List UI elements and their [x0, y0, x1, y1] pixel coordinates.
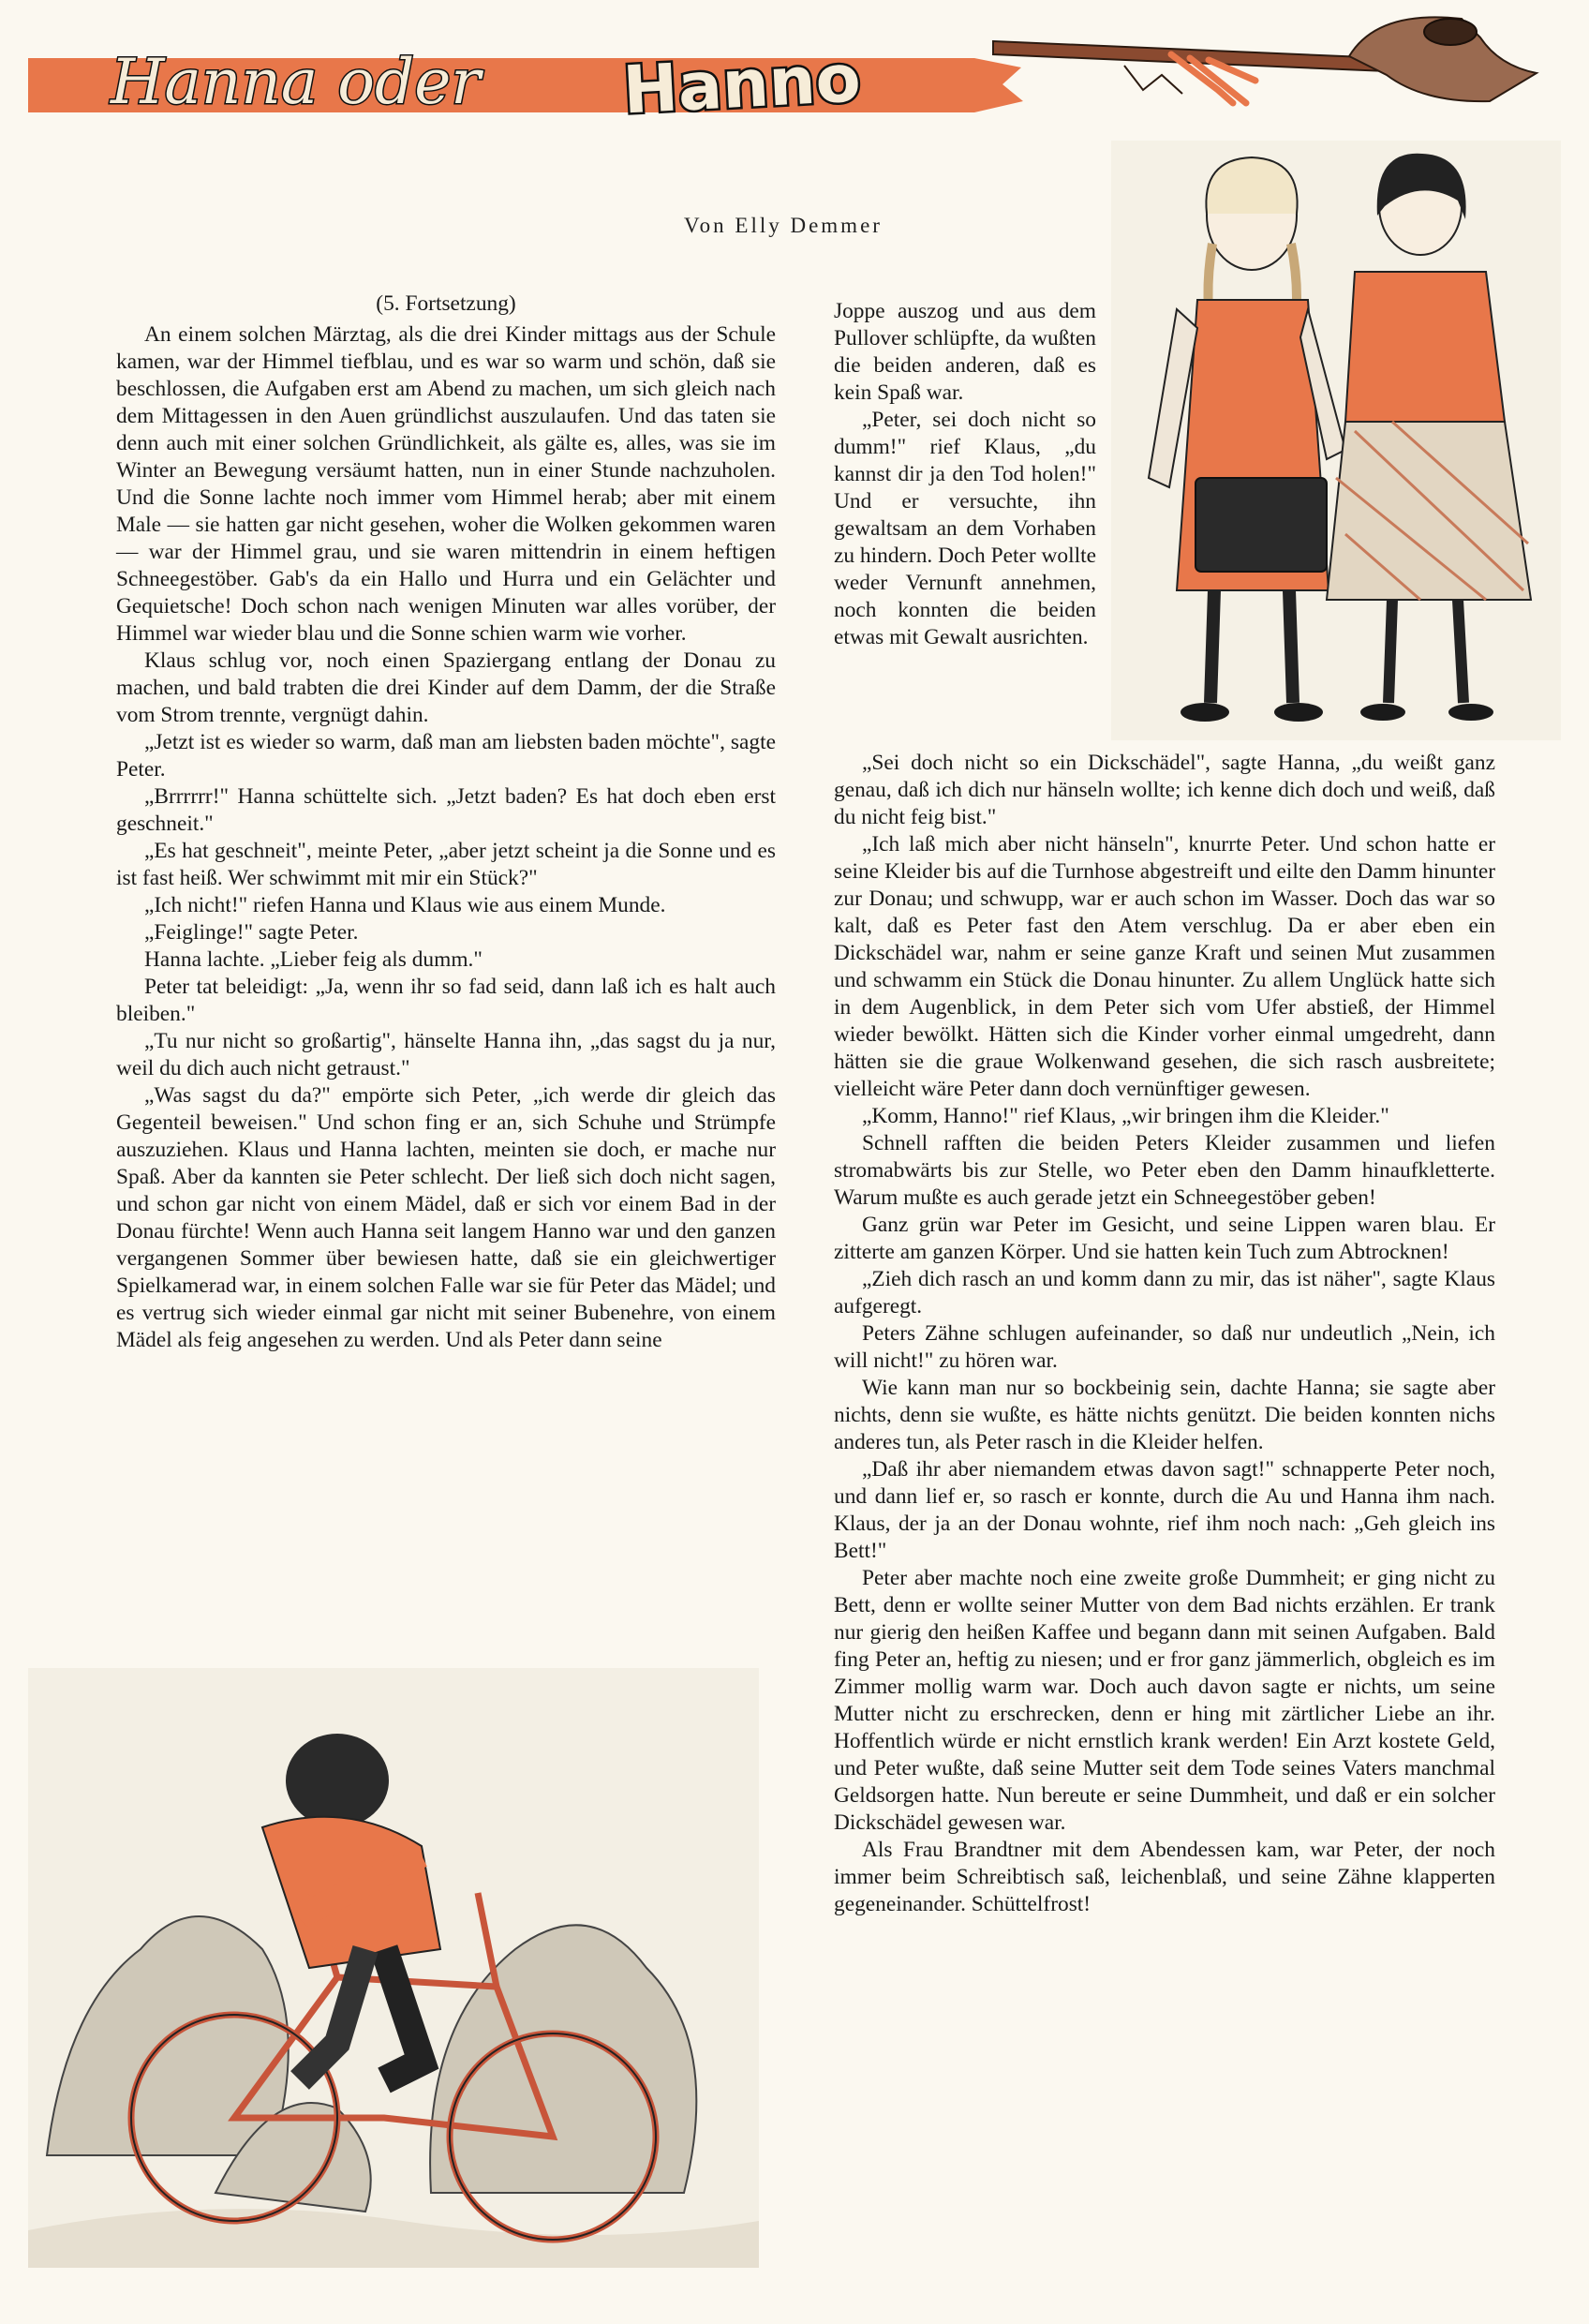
paragraph: „Feiglinge!" sagte Peter.: [144, 920, 359, 945]
paragraph: „Sei doch nicht so ein Dickschädel", sagte Hanna, „du weißt ganz genau, daß ich dich nur hänseln wollte; ich kenne dich doch und weiß, daß du nicht feig bist.": [834, 751, 1495, 829]
installment-note: (5. Fortsetzung): [376, 291, 516, 316]
paragraph: „Zieh dich rasch an und komm dann zu mir, das ist näher", sagte Klaus aufgeregt.: [834, 1267, 1495, 1318]
paragraph: Als Frau Brandtner mit dem Abendessen kam, war Peter, der noch immer beim Schreibtisch saß, leichenblaß, und seine Zähne klapperten gegeneinander. Schüttelfrost!: [834, 1838, 1495, 1916]
banner-ribbon-tail: [974, 58, 1023, 112]
article-right-narrow-column: [834, 298, 1096, 651]
paragraph: Wie kann man nur so bockbeinig sein, dachte Hanna; sie sagte aber nichts, denn sie wußte, es hätte nichts genützt. Die beiden konnten nichs anderes tun, als Peter rasch in die Kleider helfen.: [834, 1376, 1495, 1454]
paragraph: „Es hat geschneit", meinte Peter, „aber jetzt scheint ja die Sonne und es ist fast heiß. Wer schwimmt mit mir ein Stück?": [116, 839, 776, 890]
paragraph: Klaus schlug vor, noch einen Spaziergang entlang der Donau zu machen, und bald trabten die drei Kinder auf dem Damm, der die Straße vom Strom trennte, vergnügt dahin.: [116, 648, 776, 727]
title-script: Hanna oder: [111, 46, 481, 118]
title-bold: Hanno: [621, 39, 863, 129]
paragraph: „Komm, Hanno!" rief Klaus, „wir bringen ihm die Kleider.": [862, 1104, 1389, 1128]
paragraph: Peters Zähne schlugen aufeinander, so daß nur undeutlich „Nein, ich will nicht!" zu hören war.: [834, 1321, 1495, 1373]
paragraph: Ganz grün war Peter im Gesicht, und seine Lippen waren blau. Er zitterte am ganzen Körper. Und sie hatten kein Tuch zum Abtrocknen!: [834, 1213, 1495, 1264]
paragraph: „Ich nicht!" riefen Hanna und Klaus wie aus einem Munde.: [144, 893, 666, 917]
paragraph: Schnell rafften die beiden Peters Kleider zusammen und liefen stromabwärts bis zur Stelle, wo Peter eben den Damm hinaufkletterte. Warum mußte es auch gerade jetzt ein Schneegestöber geben!: [834, 1131, 1495, 1210]
paragraph: „Was sagst du da?" empörte sich Peter, „ich werde dir gleich das Gegenteil beweisen." Und schon fing er an, sich Schuhe und Strümpfe auszuziehen. Klaus und Hanna lachten, meinten sie doch, er mache nur Spaß. Aber da kannten sie Peter schlecht. Der ließ sich doch nicht sagen, und schon gar nicht von einem Mädel, daß er sich vor einem Bad in der Donau fürchte! Wenn auch Hanna seit langem Hanno war und den ganzen vergangenen Sommer über bewiesen hatte, daß sie ein gleichwertiger Spielkamerad war, in einem solchen Falle war sie für Peter das Mädel; und es vertrug sich wieder einmal gar nicht mit seiner Bubenehre, von einem Mädel als feig angesehen zu werden. Und als Peter dann seine: [116, 1083, 776, 1352]
article-right-wide-column: [834, 750, 1495, 1918]
paragraph: „Jetzt ist es wieder so warm, daß man am liebsten baden möchte", sagte Peter.: [116, 730, 776, 782]
paragraph: „Tu nur nicht so großartig", hänselte Hanna ihn, „das sagst du ja nur, weil du dich auch nicht getraust.": [116, 1029, 776, 1080]
paragraph: Hanna lachte. „Lieber feig als dumm.": [144, 947, 483, 972]
paragraph: „Peter, sei doch nicht so dumm!" rief Klaus, „du kannst dir ja den Tod holen!" Und er versuchte, ihn gewaltsam an dem Vorhaben zu hindern. Doch Peter wollte weder Vernunft annehmen, noch konnten die beiden etwas mit Gewalt ausrichten.: [834, 408, 1096, 649]
paragraph: An einem solchen Märztag, als die drei Kinder mittags aus der Schule kamen, war der Himmel tiefblau, und es war so warm und schön, daß sie beschlossen, die Aufgaben erst am Abend zu machen, um sich gleich nach dem Mittagessen in den Auen gründlichst auszulaufen. Und das taten sie denn auch mit einer solchen Gründlichkeit, als gälte es, alles, was sie im Winter an Bewegung versäumt hatten, nun in einer Stunde nachzuholen. Und die Sonne lachte noch immer vom Himmel herab; aber mit einem Male — sie hatten gar nicht gesehen, woher die Wolken gekommen waren — war der Himmel grau, und sie waren mittendrin in einem heftigen Schneegestöber. Gab's da ein Hallo und Hurra und ein Gelächter und Gequietsche! Doch schon nach wenigen Minuten war alles vorüber, der Himmel war wieder blau und die Sonne schien warm wie vorher.: [116, 322, 776, 646]
paragraph: Peter tat beleidigt: „Ja, wenn ihr so fad seid, dann laß ich es halt auch bleiben.": [116, 975, 776, 1026]
title-banner: [0, 0, 1589, 150]
paragraph: Joppe auszog und aus dem Pullover schlüpfte, da wußten die beiden anderen, daß es kein Spaß war.: [834, 299, 1096, 405]
byline: Von Elly Demmer: [684, 214, 883, 237]
paragraph: „Brrrrrr!" Hanna schüttelte sich. „Jetzt baden? Es hat doch eben erst geschneit.": [116, 784, 776, 836]
paragraph: Peter aber machte noch eine zweite große Dummheit; er ging nicht zu Bett, denn er wollte seiner Mutter von dem Bad nichts erzählen. Er trank nur gierig den heißen Kaffee und begann dann mit seinen Aufgaben. Bald fing Peter an, heftig zu niesen; und er fror ganz jämmerlich, obgleich es im Zimmer mollig warm war. Doch auch davon sagte er nichts, um seine Mutter nicht zu erschrecken, denn er hing mit zärtlicher Liebe an ihr. Hoffentlich würde er nicht ernstlich krank werden! Ein Arzt kostete Geld, und Peter wußte, daß seine Mutter seit dem Tode seines Vaters manchmal Geldsorgen hatte. Nun bereute er seine Dummheit, und daß er ein solcher Dickschädel gewesen war.: [834, 1566, 1495, 1835]
boy-on-bicycle-illustration: [28, 1668, 759, 2268]
paragraph: „Daß ihr aber niemandem etwas davon sagt!" schnapperte Peter noch, und dann lief er, so rasch er konnte, durch die Au und Hanna ihm nach. Klaus, der ja an der Donau wohnte, rief ihm noch nach: „Geh gleich ins Bett!": [834, 1457, 1495, 1563]
two-girls-illustration: [1111, 141, 1561, 740]
article-left-column: [116, 290, 776, 1354]
pipe-illustration: [993, 17, 1537, 103]
paragraph: „Ich laß mich aber nicht hänseln", knurrte Peter. Und schon hatte er seine Kleider bis auf die Turnhose abgestreift und eilte den Damm hinunter zur Donau; und schwupp, war er auch schon im Wasser. Doch das war so kalt, daß es Peter fast den Atem verschlug. Da er aber eben ein Dickschädel war, nahm er seine ganze Kraft und seinen Mut zusammen und schwamm ein Stück die Donau hinunter. Zu allem Unglück hatte sich in dem Augenblick, in dem Peter sich vom Ufer abstieß, der Himmel wieder bewölkt. Hätten sich die Kinder vorher einmal umgedreht, dann hätten sie die graue Wolkenwand gesehen, die sich rasch ausbreitete; vielleicht wäre Peter dann doch vernünftiger gewesen.: [834, 832, 1495, 1101]
